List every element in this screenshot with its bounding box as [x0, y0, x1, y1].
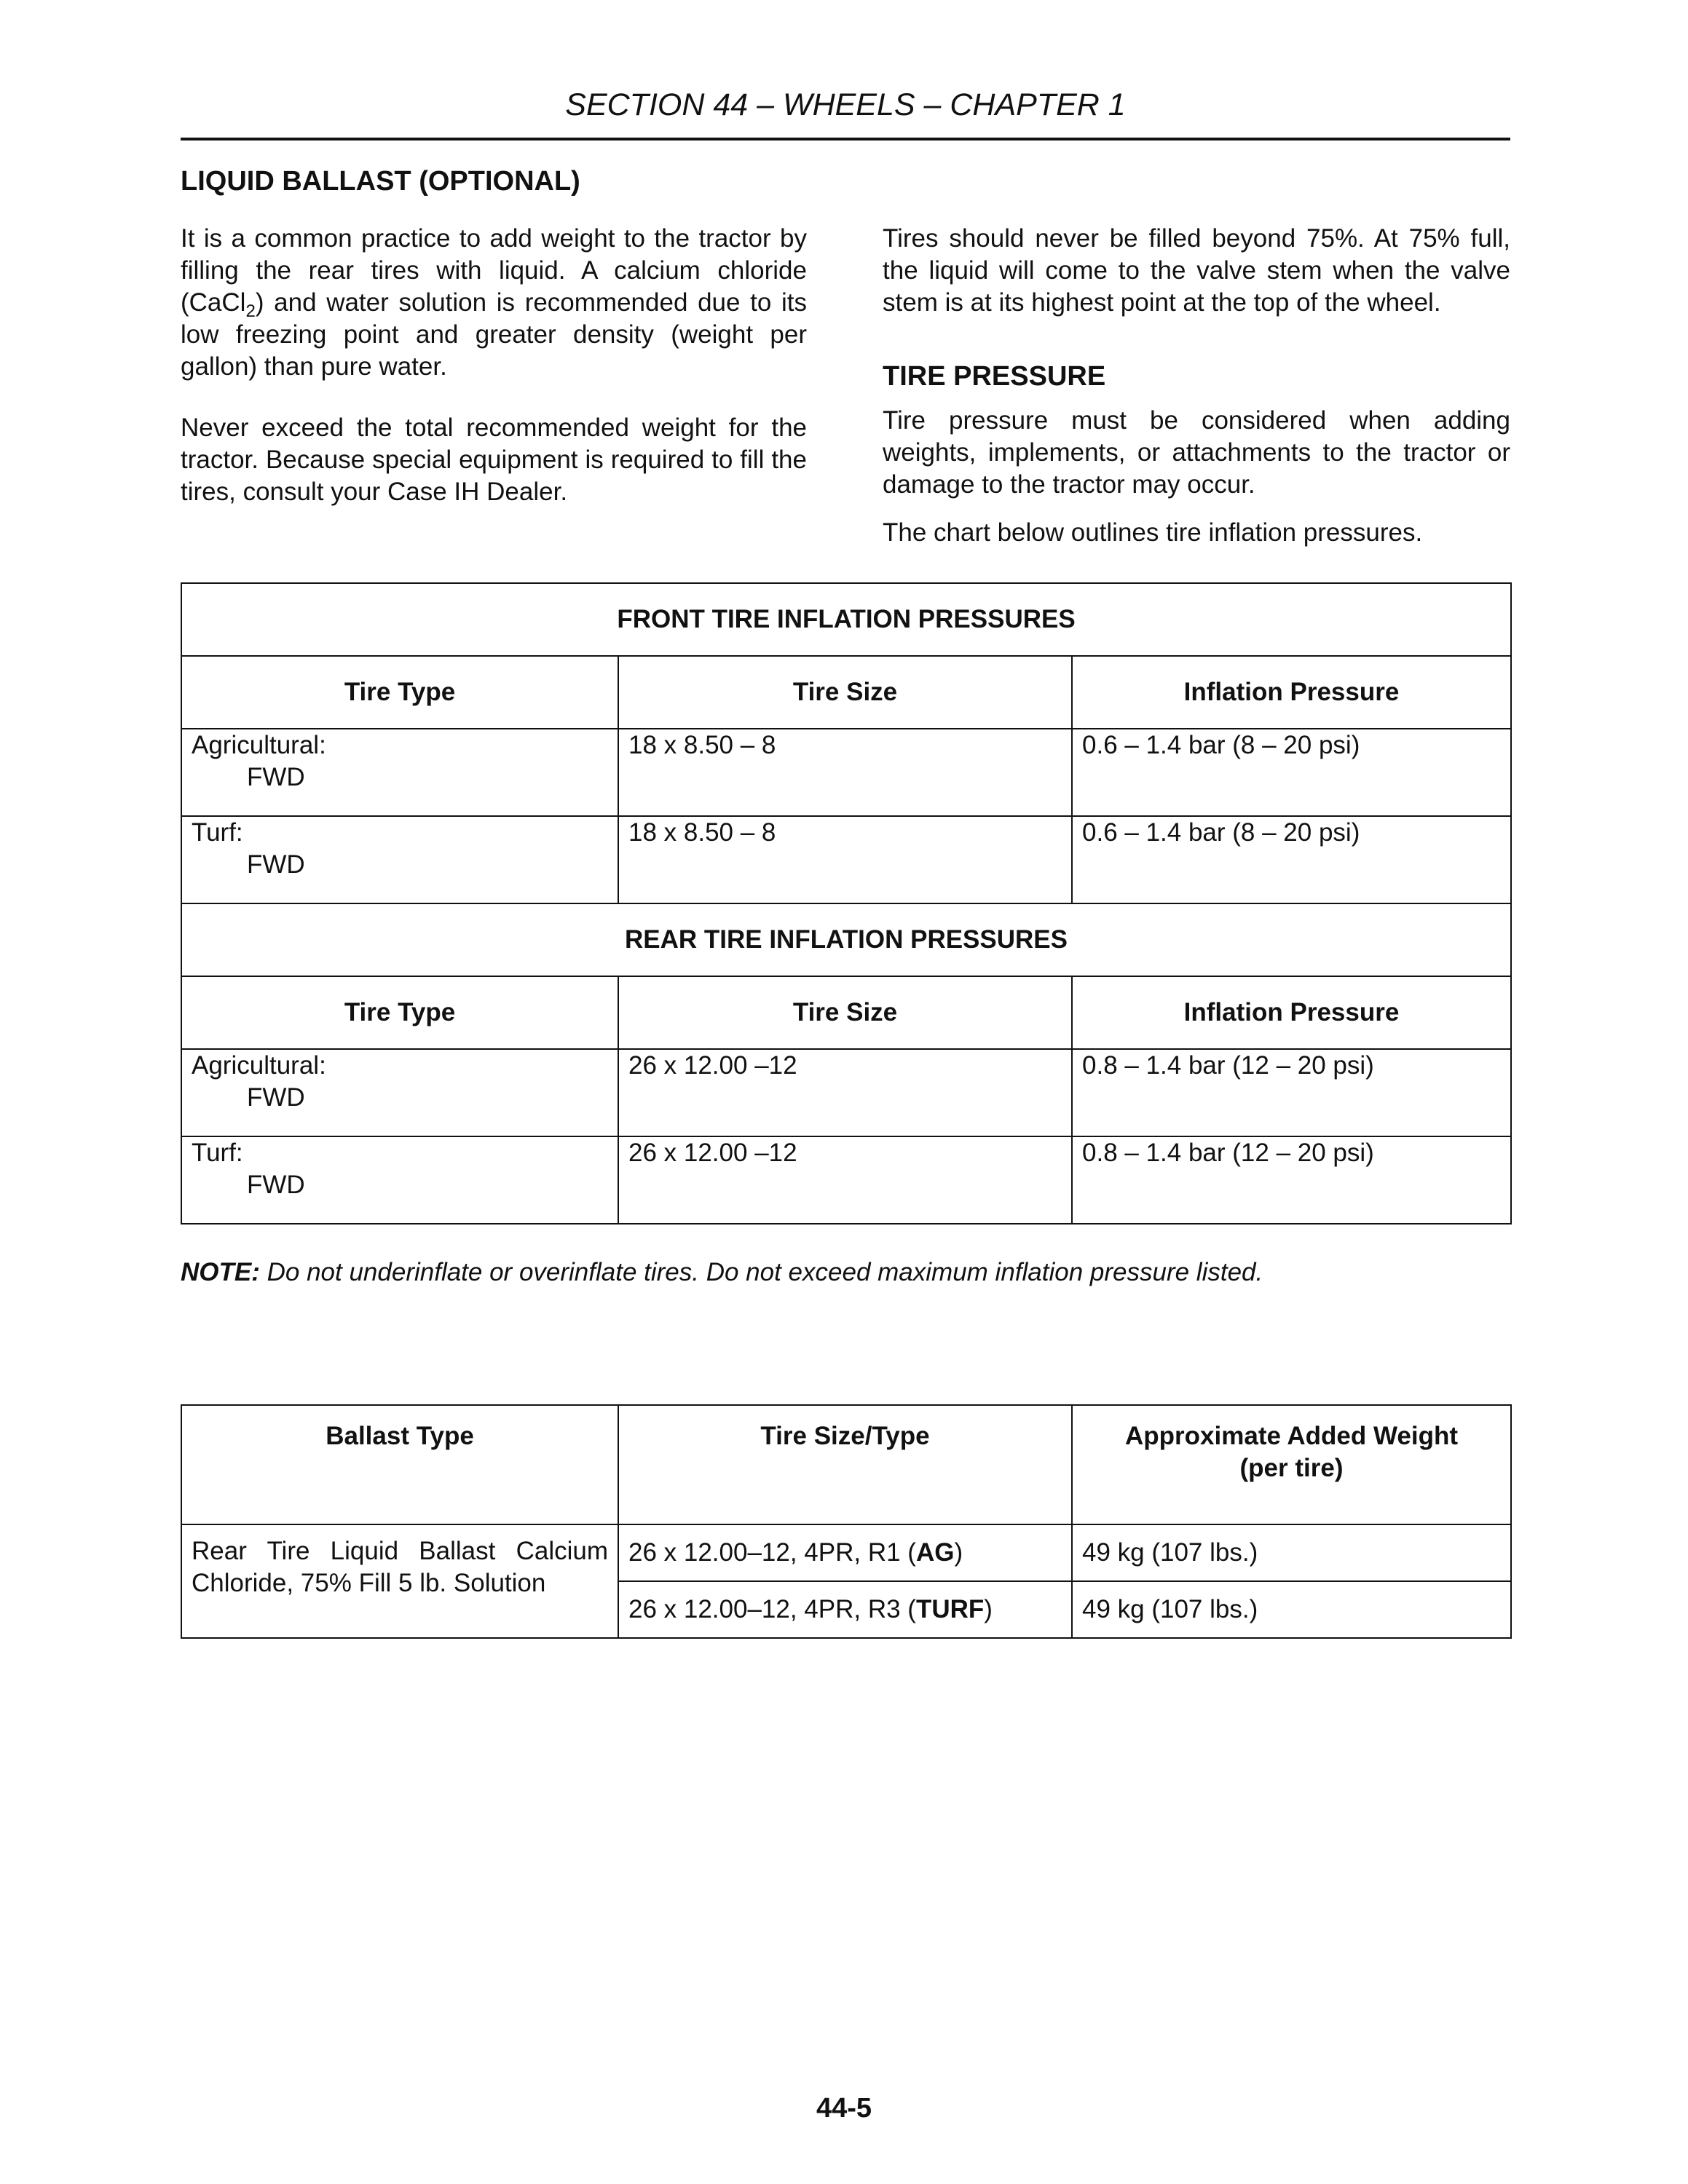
tire-subtype-label: FWD	[247, 763, 305, 791]
tire-size-cell: 18 x 8.50 – 8	[618, 729, 1072, 816]
tire-type-cell	[181, 1136, 618, 1224]
added-weight-cell: 49 kg (107 lbs.)	[1072, 1524, 1511, 1581]
paragraph-1-text-b: ) and water solution is recommended due to its low freezing point and greater density (weight per gallon) than pure water.	[181, 288, 807, 381]
tire-type-cell	[181, 816, 618, 903]
tire-size-cell: 26 x 12.00 –12	[618, 1049, 1072, 1136]
liquid-ballast-paragraph-3: Tires should never be filled beyond 75%. At 75% full, the liquid will come to the valve stem when the valve stem is at its highest point at the top of the wheel.	[883, 224, 1510, 317]
tire-subtype-label: FWD	[247, 1083, 305, 1112]
tire-size-text: 26 x 12.00–12, 4PR, R3 (	[628, 1595, 916, 1623]
column-header-added-weight	[1072, 1405, 1511, 1524]
page-number: 44-5	[816, 2093, 872, 2124]
tire-pressure-heading: TIRE PRESSURE	[883, 361, 1106, 392]
liquid-ballast-paragraph-2: Never exceed the total recommended weight for the tractor. Because special equipment is required to fill the tires, consult your Case IH Dealer.	[181, 414, 807, 506]
tire-pressure-paragraph-1: Tire pressure must be considered when adding weights, implements, or attachments to the tractor or damage to the tractor may occur.	[883, 406, 1510, 499]
paragraph-1-text-a: It is a common practice to add weight to the tractor by filling the rear tires with liquid. A calcium chloride (CaCl	[181, 224, 807, 317]
tire-size-cell: 26 x 12.00 –12	[618, 1136, 1072, 1224]
liquid-ballast-heading: LIQUID BALLAST (OPTIONAL)	[181, 166, 580, 197]
tire-type-label: Turf:	[192, 818, 243, 847]
column-header-inflation-pressure: Inflation Pressure	[1072, 976, 1511, 1049]
liquid-ballast-paragraph-1	[181, 223, 807, 383]
tire-subtype-label: FWD	[247, 1171, 305, 1199]
column-header-tire-size-type: Tire Size/Type	[618, 1405, 1072, 1524]
table-row	[181, 1524, 1511, 1581]
tire-size-suffix: )	[984, 1595, 993, 1623]
subscript-2: 2	[245, 301, 256, 321]
added-weight-header-line-2: (per tire)	[1239, 1454, 1344, 1482]
column-header-tire-size: Tire Size	[618, 656, 1072, 729]
inflation-pressure-cell: 0.8 – 1.4 bar (12 – 20 psi)	[1072, 1049, 1511, 1136]
tire-size-suffix: )	[954, 1538, 963, 1567]
inflation-pressure-cell: 0.6 – 1.4 bar (8 – 20 psi)	[1072, 816, 1511, 903]
column-header-inflation-pressure: Inflation Pressure	[1072, 656, 1511, 729]
table-row	[181, 1136, 1511, 1224]
inflation-note	[181, 1258, 1510, 1287]
note-label: NOTE:	[181, 1258, 260, 1286]
header-rule	[181, 138, 1510, 141]
tire-size-cell: 18 x 8.50 – 8	[618, 816, 1072, 903]
ballast-weight-table	[181, 1404, 1512, 1639]
column-header-tire-size: Tire Size	[618, 976, 1072, 1049]
tire-type-bold: TURF	[915, 1595, 985, 1623]
table-row	[181, 1049, 1511, 1136]
tire-type-label: Agricultural:	[192, 1051, 326, 1080]
tire-size-text: 26 x 12.00–12, 4PR, R1 (	[628, 1538, 916, 1567]
tire-size-type-cell	[618, 1524, 1072, 1581]
added-weight-cell: 49 kg (107 lbs.)	[1072, 1581, 1511, 1638]
section-header: SECTION 44 – WHEELS – CHAPTER 1	[565, 87, 1126, 122]
tire-type-label: Agricultural:	[192, 731, 326, 759]
front-tire-table-title: FRONT TIRE INFLATION PRESSURES	[181, 583, 1511, 656]
inflation-pressure-table	[181, 582, 1512, 1224]
inflation-pressure-cell: 0.6 – 1.4 bar (8 – 20 psi)	[1072, 729, 1511, 816]
rear-tire-table-title: REAR TIRE INFLATION PRESSURES	[181, 903, 1511, 976]
added-weight-header-line-1: Approximate Added Weight	[1125, 1422, 1458, 1450]
tire-type-bold: AG	[915, 1538, 955, 1567]
ballast-type-cell: Rear Tire Liquid Ballast Calcium Chloride, 75% Fill 5 lb. Solution	[181, 1524, 618, 1638]
tire-size-type-cell	[618, 1581, 1072, 1638]
column-header-tire-type: Tire Type	[181, 976, 618, 1049]
table-row	[181, 816, 1511, 903]
inflation-pressure-cell: 0.8 – 1.4 bar (12 – 20 psi)	[1072, 1136, 1511, 1224]
table-row	[181, 729, 1511, 816]
column-header-ballast-type: Ballast Type	[181, 1405, 618, 1524]
tire-type-cell	[181, 729, 618, 816]
column-header-tire-type: Tire Type	[181, 656, 618, 729]
tire-subtype-label: FWD	[247, 850, 305, 879]
tire-type-cell	[181, 1049, 618, 1136]
note-text: Do not underinflate or overinflate tires. Do not exceed maximum inflation pressure listed.	[259, 1258, 1263, 1286]
tire-type-label: Turf:	[192, 1139, 243, 1167]
tire-pressure-paragraph-2: The chart below outlines tire inflation pressures.	[883, 518, 1423, 547]
